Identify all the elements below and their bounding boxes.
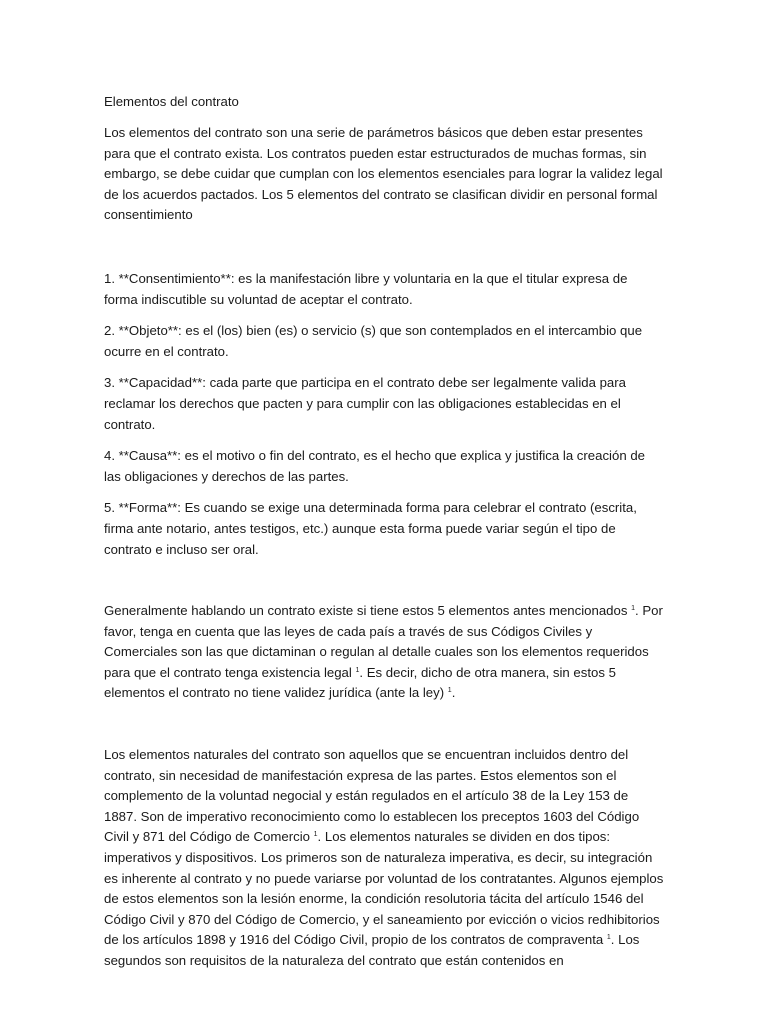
spacer <box>104 571 664 601</box>
list-item-objeto: 2. **Objeto**: es el (los) bien (es) o servicio (s) que son contemplados en el intercambio que ocurre en el contrato. <box>104 323 643 359</box>
text-span: . Los segundos son requisitos de la naturaleza del contrato que están contenidos en <box>104 932 640 968</box>
natural-elements-paragraph <box>104 745 664 972</box>
summary-paragraph <box>104 601 664 704</box>
footnote-marker: 1 <box>447 687 452 695</box>
footnote-marker: 1 <box>631 605 636 613</box>
text-span: . Por favor, tenga en cuenta que las leyes de cada país a través de sus Códigos Civiles y Comerciales son las que dictaminan o regulan al detalle cuales son los elementos requeridos para que el contrato tenga existencia legal <box>104 603 663 680</box>
document-title: Elementos del contrato <box>104 94 239 109</box>
text-span: Los elementos naturales del contrato son aquellos que se encuentran incluidos dentro del contrato, sin necesidad de manifestación expresa de las partes. Estos elementos son el complemento de la voluntad negocial y están regulados en el artículo 38 de la Ley 153 de 1887. Son de imperativo reconocimiento como lo establecen los preceptos 1603 del Código Civil y 871 del Código de Comercio <box>104 747 640 845</box>
text-span: . Es decir, dicho de otra manera, sin estos 5 elementos el contrato no tiene validez jurídica (ante la ley) <box>104 664 616 701</box>
footnote-marker: 1 <box>355 666 360 674</box>
footnote-marker: 1 <box>313 831 318 839</box>
list-item-capacidad: 3. **Capacidad**: cada parte que participa en el contrato debe ser legalmente valida para reclamar los derechos que pacten y para cumplir con las obligaciones establecidas en el contrato. <box>104 375 626 432</box>
spacer <box>104 237 664 269</box>
text-span: Generalmente hablando un contrato existe si tiene estos 5 elementos antes mencionados <box>104 603 632 619</box>
list-item-forma: 5. **Forma**: Es cuando se exige una determinada forma para celebrar el contrato (escrita, firma ante notario, antes testigos, etc.) aunque esta forma puede variar según el tipo de contrato e incluso ser oral. <box>104 500 637 557</box>
text-span: . <box>451 685 456 701</box>
list-item-consentimiento: 1. **Consentimiento**: es la manifestación libre y voluntaria en la que el titular expresa de forma indiscutible su voluntad de aceptar el contrato. <box>104 270 628 307</box>
text-span: . Los elementos naturales se dividen en dos tipos: imperativos y dispositivos. Los primeros son de naturaleza imperativa, es decir, su integración es inherente al contrato y no puede variarse por voluntad de los contratantes. Algunos ejemplos de estos elementos son la lesión enorme, la condición resolutoria tácita del artículo 1546 del Código Civil y 870 del Código de Comercio, y el saneamiento por evicción o vicios redhibitorios de los artículos 1898 y 1916 del Código Civil, propio de los contratos de compraventa <box>104 829 664 948</box>
footnote-marker: 1 <box>606 934 611 942</box>
intro-paragraph: Los elementos del contrato son una serie de parámetros básicos que deben estar presentes para que el contrato exista. Los contratos pueden estar estructurados de muchas formas, sin embargo, se debe cuidar que cumplan con los elementos esenciales para lograr la validez legal de los acuerdos pactados. Los 5 elementos del contrato se clasifican dividir en personal formal consentimiento <box>104 125 663 223</box>
spacer <box>104 715 664 745</box>
list-item-causa: 4. **Causa**: es el motivo o fin del contrato, es el hecho que explica y justifica la creación de las obligaciones y derechos de las partes. <box>104 448 645 484</box>
